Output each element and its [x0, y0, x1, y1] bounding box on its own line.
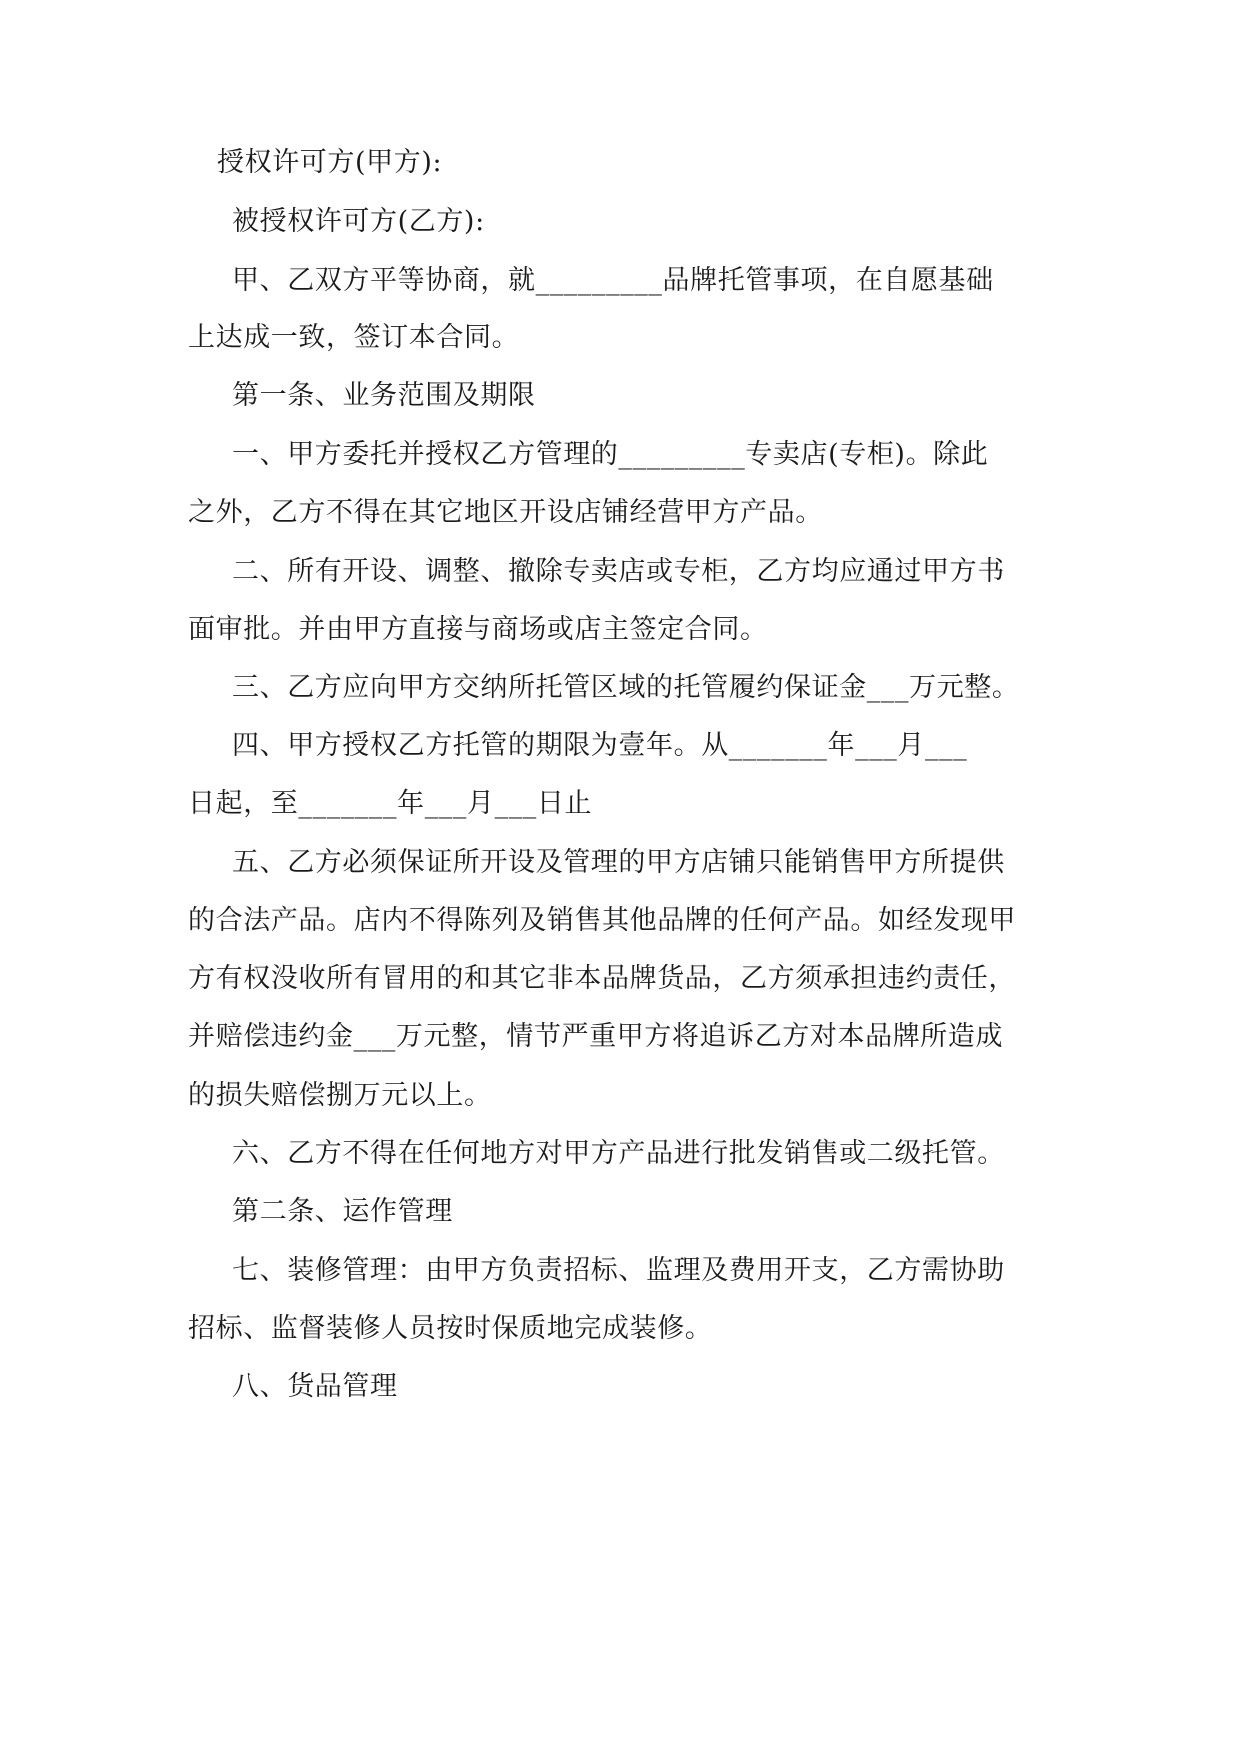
clause-2-line-1: 二、所有开设、调整、撤除专卖店或专柜，乙方均应通过甲方书 [232, 556, 1005, 587]
preamble-line-2: 上达成一致，签订本合同。 [188, 322, 520, 353]
clause-3-line-1: 三、乙方应向甲方交纳所托管区域的托管履约保证金___万元整。 [232, 672, 1020, 703]
preamble-line-1: 甲、乙双方平等协商，就_________品牌托管事项，在自愿基础 [232, 265, 994, 296]
clause-1-line-2: 之外，乙方不得在其它地区开设店铺经营甲方产品。 [188, 497, 823, 528]
article-1-title: 第一条、业务范围及期限 [232, 380, 536, 411]
clause-5-line-4: 并赔偿违约金___万元整，情节严重甲方将追诉乙方对本品牌所造成 [188, 1021, 1004, 1052]
article-2-title: 第二条、运作管理 [232, 1196, 453, 1227]
clause-4-line-1: 四、甲方授权乙方托管的期限为壹年。从_______年___月___ [232, 730, 968, 761]
clause-2-line-2: 面审批。并由甲方直接与商场或店主签定合同。 [188, 614, 768, 645]
clause-7-line-1: 七、装修管理：由甲方负责招标、监理及费用开支，乙方需协助 [232, 1255, 1005, 1286]
clause-5-line-5: 的损失赔偿捌万元以上。 [188, 1080, 492, 1111]
party-a-line: 授权许可方(甲方): [217, 147, 443, 178]
clause-7-line-2: 招标、监督装修人员按时保质地完成装修。 [188, 1313, 713, 1344]
clause-5-line-2: 的合法产品。店内不得陈列及销售其他品牌的任何产品。如经发现甲 [188, 905, 1016, 936]
clause-5-line-3: 方有权没收所有冒用的和其它非本品牌货品，乙方须承担违约责任， [188, 963, 1016, 994]
clause-5-line-1: 五、乙方必须保证所开设及管理的甲方店铺只能销售甲方所提供 [232, 847, 1005, 878]
clause-1-line-1: 一、甲方委托并授权乙方管理的_________专卖店(专柜)。除此 [232, 439, 989, 470]
clause-8-title: 八、货品管理 [232, 1371, 398, 1402]
party-b-line: 被授权许可方(乙方): [232, 206, 485, 237]
clause-4-line-2: 日起，至_______年___月___日止 [188, 788, 593, 819]
clause-6-line-1: 六、乙方不得在任何地方对甲方产品进行批发销售或二级托管。 [232, 1138, 1005, 1169]
